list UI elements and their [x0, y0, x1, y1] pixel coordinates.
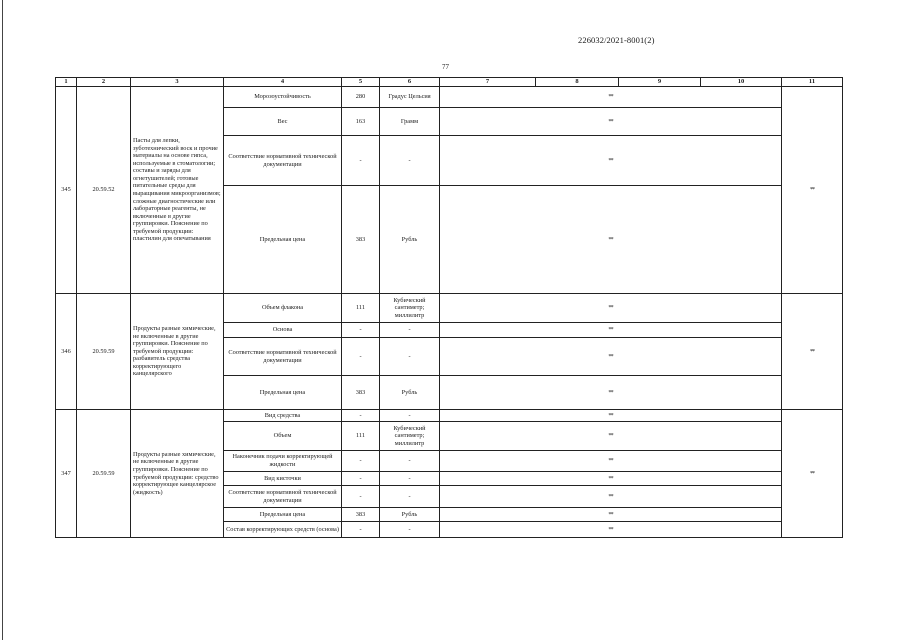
product-description-cell: Продукты разные химические, не включенные в другие группировки. Пояснение по требуемой продукции: средство корректирующее канцелярское (жидкость): [131, 410, 224, 538]
column-header: 2: [77, 78, 131, 87]
product-description-cell: Продукты разные химические, не включенные в другие группировки. Пояснение по требуемой продукции: разбавитель средства корректирующего канцелярского: [131, 294, 224, 410]
scan-edge-line: [2, 0, 3, 640]
okpd-code-cell: 20.59.59: [77, 294, 131, 410]
table-row: [56, 410, 843, 422]
value-cell: **: [440, 522, 782, 538]
characteristic-name-cell: Предельная цена: [224, 376, 342, 410]
value-cell: **: [440, 410, 782, 422]
okei-code-cell: -: [342, 410, 380, 422]
unit-cell: -: [380, 522, 440, 538]
value-cell: **: [440, 108, 782, 136]
value-cell: **: [440, 472, 782, 486]
characteristic-name-cell: Наконечник подачи корректирующей жидкости: [224, 451, 342, 472]
okei-code-cell: -: [342, 323, 380, 338]
okpd-code-cell: 20.59.59: [77, 410, 131, 538]
unit-cell: -: [380, 136, 440, 186]
okei-code-cell: -: [342, 472, 380, 486]
okei-code-cell: 111: [342, 294, 380, 323]
characteristic-name-cell: Основа: [224, 323, 342, 338]
final-value-cell: **: [782, 410, 843, 538]
table-row: [56, 87, 843, 108]
unit-cell: Рубль: [380, 186, 440, 294]
characteristic-name-cell: Вид кисточки: [224, 472, 342, 486]
page-number: 77: [442, 63, 449, 71]
row-number-cell: 346: [56, 294, 77, 410]
okei-code-cell: 383: [342, 508, 380, 522]
document-number: 226032/2021-8001(2): [578, 35, 655, 45]
unit-cell: -: [380, 338, 440, 376]
column-header: 7: [440, 78, 536, 87]
characteristic-name-cell: Соответствие нормативной технической документации: [224, 486, 342, 508]
unit-cell: Кубический сантиметр; миллилитр: [380, 422, 440, 451]
column-header: 11: [782, 78, 843, 87]
unit-cell: -: [380, 410, 440, 422]
value-cell: **: [440, 323, 782, 338]
okei-code-cell: -: [342, 136, 380, 186]
final-value-cell: **: [782, 294, 843, 410]
unit-cell: -: [380, 323, 440, 338]
okei-code-cell: 111: [342, 422, 380, 451]
requirements-table: [55, 77, 843, 538]
characteristic-name-cell: Объем флакона: [224, 294, 342, 323]
table-body: [56, 78, 843, 538]
value-cell: **: [440, 136, 782, 186]
column-header: 5: [342, 78, 380, 87]
column-header: 9: [619, 78, 701, 87]
unit-cell: Грамм: [380, 108, 440, 136]
unit-cell: -: [380, 472, 440, 486]
value-cell: **: [440, 338, 782, 376]
table-row: [56, 294, 843, 323]
value-cell: **: [440, 422, 782, 451]
column-header: 6: [380, 78, 440, 87]
column-header: 1: [56, 78, 77, 87]
characteristic-name-cell: Состав корректирующих средств (основа): [224, 522, 342, 538]
column-header: 10: [701, 78, 782, 87]
value-cell: **: [440, 87, 782, 108]
column-header: 3: [131, 78, 224, 87]
okei-code-cell: 163: [342, 108, 380, 136]
unit-cell: -: [380, 486, 440, 508]
product-description-cell: Пасты для лепки, зуботехнический воск и прочие материалы на основе гипса, используемые в стоматологии; составы и заряды для огнетушителей; готовые питательные среды для выращивания микроорганизмов; сложные диагностические или лабораторные реагенты, не включенные в другие группировки. Пояснение по требуемой продукции: пластилин для опечатывания: [131, 87, 224, 294]
value-cell: **: [440, 451, 782, 472]
characteristic-name-cell: Морозоустойчивость: [224, 87, 342, 108]
unit-cell: Рубль: [380, 376, 440, 410]
value-cell: **: [440, 486, 782, 508]
okei-code-cell: -: [342, 486, 380, 508]
column-header: 4: [224, 78, 342, 87]
characteristic-name-cell: Соответствие нормативной технической документации: [224, 338, 342, 376]
okei-code-cell: 383: [342, 186, 380, 294]
okei-code-cell: 383: [342, 376, 380, 410]
unit-cell: Рубль: [380, 508, 440, 522]
final-value-cell: **: [782, 87, 843, 294]
okpd-code-cell: 20.59.52: [77, 87, 131, 294]
characteristic-name-cell: Объем: [224, 422, 342, 451]
okei-code-cell: -: [342, 522, 380, 538]
characteristic-name-cell: Соответствие нормативной технической документации: [224, 136, 342, 186]
characteristic-name-cell: Вид средства: [224, 410, 342, 422]
column-header: 8: [536, 78, 619, 87]
unit-cell: Кубический сантиметр; миллилитр: [380, 294, 440, 323]
value-cell: **: [440, 186, 782, 294]
characteristic-name-cell: Вес: [224, 108, 342, 136]
table-header-row: [56, 78, 843, 87]
unit-cell: Градус Цельсия: [380, 87, 440, 108]
okei-code-cell: -: [342, 451, 380, 472]
unit-cell: -: [380, 451, 440, 472]
characteristic-name-cell: Предельная цена: [224, 508, 342, 522]
row-number-cell: 345: [56, 87, 77, 294]
value-cell: **: [440, 294, 782, 323]
okei-code-cell: -: [342, 338, 380, 376]
row-number-cell: 347: [56, 410, 77, 538]
characteristic-name-cell: Предельная цена: [224, 186, 342, 294]
value-cell: **: [440, 376, 782, 410]
value-cell: **: [440, 508, 782, 522]
okei-code-cell: 280: [342, 87, 380, 108]
